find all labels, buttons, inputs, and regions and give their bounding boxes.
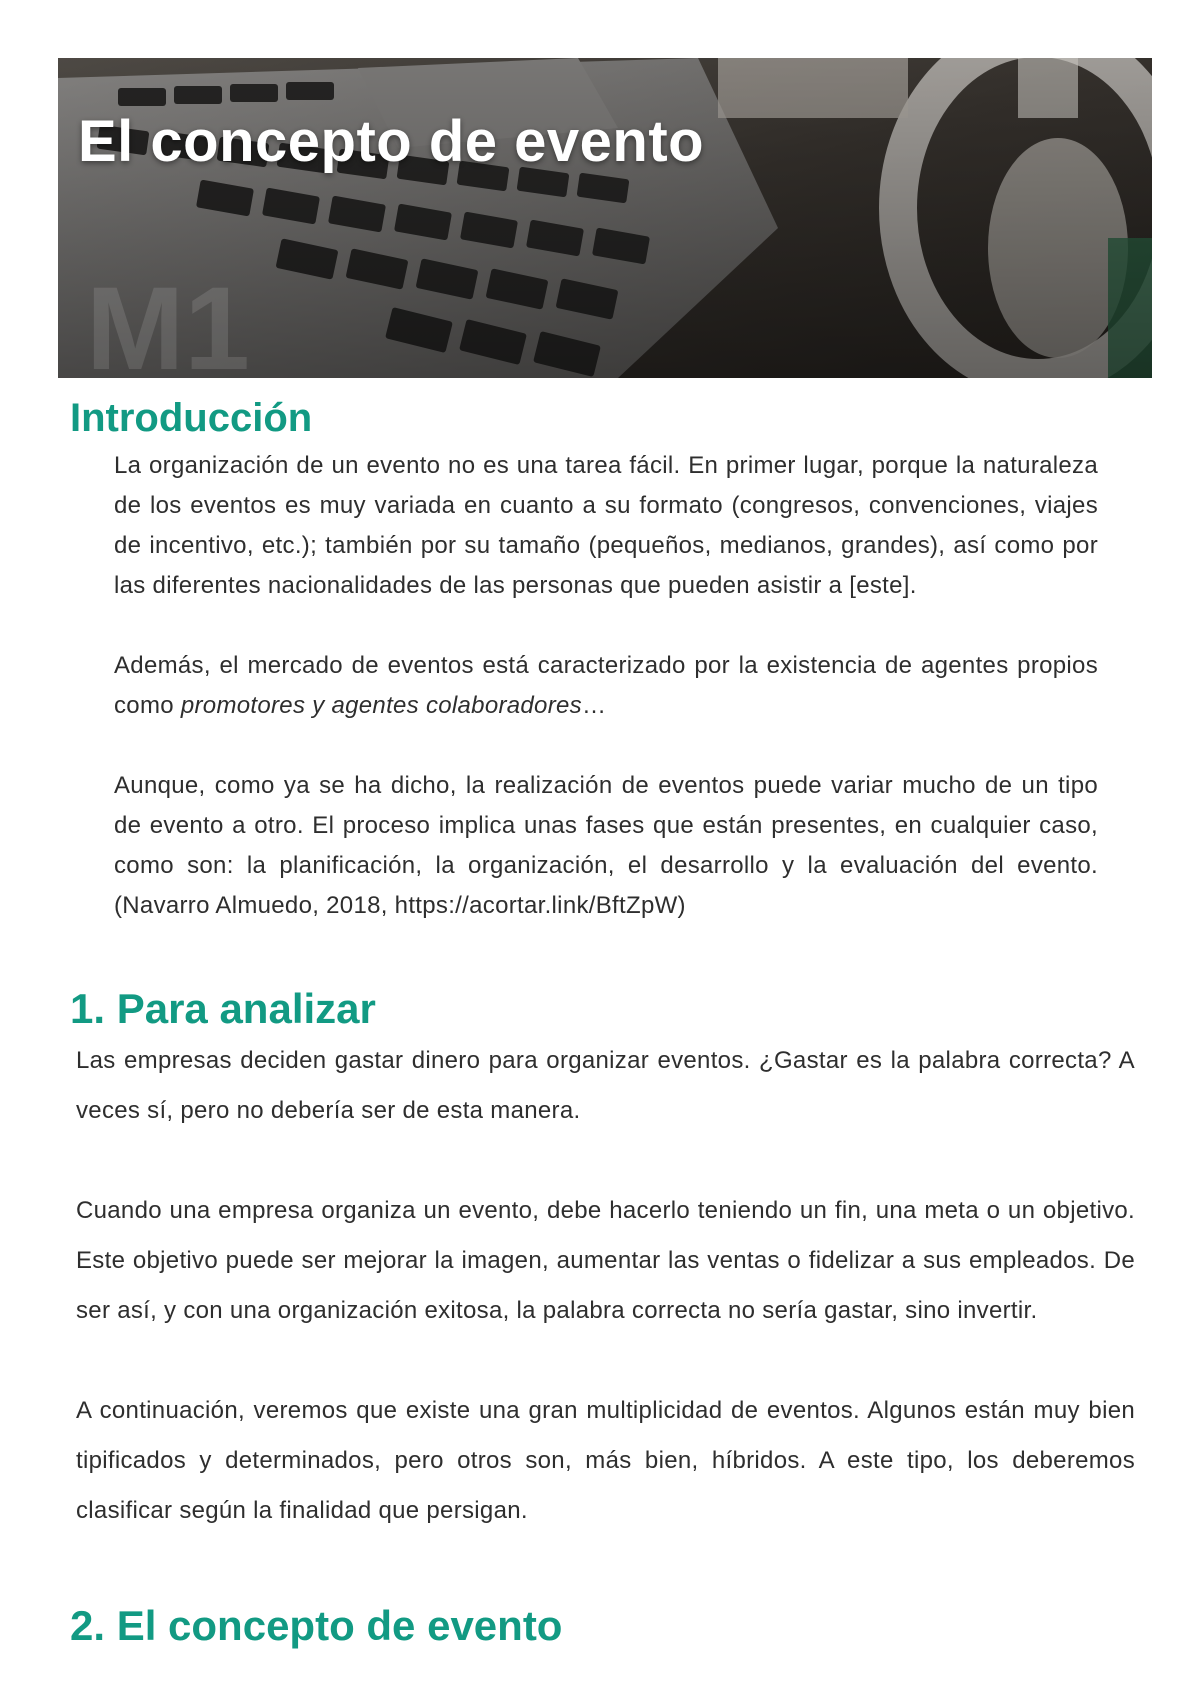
- section-1-paragraph-3: A continuación, veremos que existe una gran multiplicidad de eventos. Algunos están muy bien tipificados y determinados, pero otros son, más bien, híbridos. A este tipo, los deberemos clasificar según la finalidad que persigan.: [76, 1397, 1135, 1524]
- section-1-paragraph-1: Las empresas deciden gastar dinero para organizar eventos. ¿Gastar es la palabra correcta? A veces sí, pero no debería ser de esta manera.: [76, 1047, 1135, 1124]
- page-title: El concepto de evento: [78, 109, 705, 174]
- intro-p2-emphasis: promotores y agentes colaboradores: [180, 692, 582, 719]
- intro-paragraph-3: Aunque, como ya se ha dicho, la realización de eventos puede variar mucho de un tipo de evento a otro. El proceso implica unas fases que están presentes, en cualquier caso, como son: la planificación, la organización, el desarrollo y la evaluación del evento. (Navarro Almuedo, 2018, https://acortar.link/BftZpW): [114, 772, 1098, 919]
- section-2-heading: 2. El concepto de evento: [70, 1602, 563, 1649]
- intro-p2-start: Además, el mercado de eventos está caracterizado por la existencia de agentes propios como: [114, 652, 1098, 719]
- intro-p2-end: …: [581, 692, 607, 719]
- intro-heading: Introducción: [70, 396, 313, 440]
- module-watermark: M1: [86, 263, 250, 378]
- intro-paragraph-1: La organización de un evento no es una tarea fácil. En primer lugar, porque la naturaleza de los eventos es muy variada en cuanto a su formato (congresos, convenciones, viajes de incentivo, etc.); también por su tamaño (pequeños, medianos, grandes), así como por las diferentes nacionalidades de las personas que pueden asistir a [este].: [114, 452, 1098, 599]
- intro-body: [114, 446, 1098, 966]
- section-1-paragraph-2: Cuando una empresa organiza un evento, debe hacerlo teniendo un fin, una meta o un objetivo. Este objetivo puede ser mejorar la imagen, aumentar las ventas o fidelizar a sus empleados. De ser así, y con una organización exitosa, la palabra correcta no sería gastar, sino invertir.: [76, 1197, 1135, 1324]
- section-1-heading: 1. Para analizar: [70, 985, 376, 1032]
- header-banner: [58, 58, 1152, 378]
- intro-paragraph-2: [114, 646, 1098, 726]
- section-1-body: [76, 1036, 1135, 1586]
